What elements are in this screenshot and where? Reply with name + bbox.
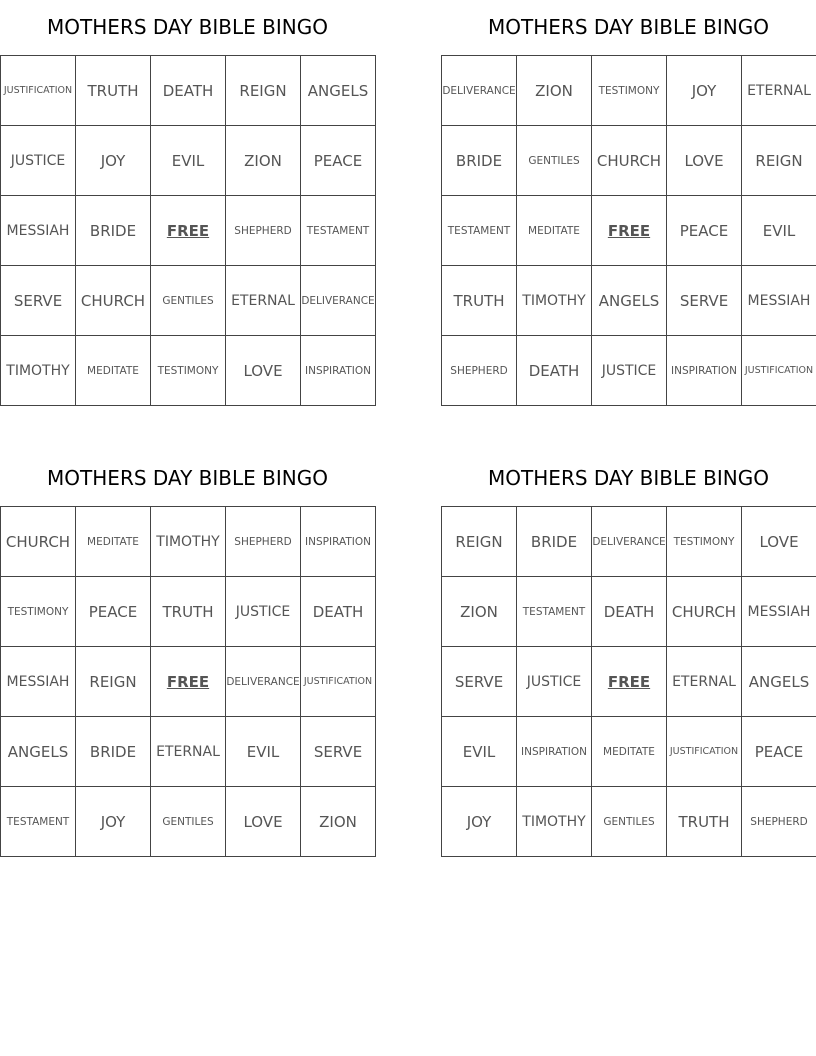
bingo-cell: INSPIRATION	[301, 507, 376, 577]
bingo-cell: TIMOTHY	[151, 507, 226, 577]
bingo-cell: MESSIAH	[1, 647, 76, 717]
free-space: FREE	[151, 196, 226, 266]
bingo-cell: EVIL	[442, 717, 517, 787]
bingo-cell: TRUTH	[151, 577, 226, 647]
bingo-cell: SERVE	[301, 717, 376, 787]
bingo-row	[442, 507, 816, 577]
bingo-cell: DEATH	[517, 336, 592, 406]
bingo-cell: SHEPHERD	[226, 196, 301, 266]
bingo-cell: JOY	[76, 126, 151, 196]
bingo-cell: GENTILES	[151, 787, 226, 857]
free-space: FREE	[592, 196, 667, 266]
card-title: MOTHERS DAY BIBLE BINGO	[488, 466, 769, 490]
bingo-cell: JOY	[667, 56, 742, 126]
bingo-row	[442, 717, 816, 787]
bingo-cell: REIGN	[742, 126, 816, 196]
bingo-cell: ZION	[301, 787, 376, 857]
bingo-cell: INSPIRATION	[517, 717, 592, 787]
bingo-cell: MEDITATE	[76, 507, 151, 577]
bingo-row	[1, 647, 376, 717]
bingo-cell: DEATH	[301, 577, 376, 647]
bingo-cell: SHEPHERD	[742, 787, 816, 857]
bingo-cell: CHURCH	[1, 507, 76, 577]
bingo-row	[442, 126, 816, 196]
bingo-cell: JUSTICE	[1, 126, 76, 196]
bingo-cell: TRUTH	[442, 266, 517, 336]
bingo-cell: ANGELS	[301, 56, 376, 126]
bingo-cell: CHURCH	[592, 126, 667, 196]
bingo-row	[1, 787, 376, 857]
bingo-row	[1, 266, 376, 336]
bingo-cell: MESSIAH	[742, 577, 816, 647]
bingo-cell: DEATH	[151, 56, 226, 126]
bingo-cell: JOY	[442, 787, 517, 857]
bingo-cell: PEACE	[76, 577, 151, 647]
bingo-row	[1, 717, 376, 787]
bingo-cell: REIGN	[226, 56, 301, 126]
bingo-cell: TIMOTHY	[1, 336, 76, 406]
bingo-cell: LOVE	[742, 507, 816, 577]
bingo-cell: TESTAMENT	[1, 787, 76, 857]
bingo-row	[442, 577, 816, 647]
bingo-cell: TESTAMENT	[301, 196, 376, 266]
bingo-row	[1, 126, 376, 196]
bingo-cell: DELIVERANCE	[592, 507, 667, 577]
bingo-cell: ETERNAL	[742, 56, 816, 126]
bingo-cell: INSPIRATION	[667, 336, 742, 406]
bingo-cell: ETERNAL	[151, 717, 226, 787]
bingo-cell: MESSIAH	[742, 266, 816, 336]
bingo-cell: SHEPHERD	[226, 507, 301, 577]
bingo-cell: CHURCH	[667, 577, 742, 647]
bingo-cell: ANGELS	[742, 647, 816, 717]
bingo-cell: EVIL	[742, 196, 816, 266]
bingo-cell: BRIDE	[76, 196, 151, 266]
bingo-cell: INSPIRATION	[301, 336, 376, 406]
bingo-cell: DELIVERANCE	[442, 56, 517, 126]
bingo-row	[1, 196, 376, 266]
bingo-row	[1, 336, 376, 406]
bingo-cell: GENTILES	[592, 787, 667, 857]
bingo-cell: TESTIMONY	[667, 507, 742, 577]
free-space: FREE	[592, 647, 667, 717]
bingo-cell: JUSTICE	[592, 336, 667, 406]
bingo-grid	[0, 506, 376, 857]
bingo-cell: TESTIMONY	[151, 336, 226, 406]
bingo-cell: DEATH	[592, 577, 667, 647]
bingo-cell: PEACE	[742, 717, 816, 787]
card-title: MOTHERS DAY BIBLE BINGO	[488, 15, 769, 39]
bingo-cell: PEACE	[301, 126, 376, 196]
bingo-cell: ZION	[517, 56, 592, 126]
bingo-row	[1, 56, 376, 126]
bingo-cell: BRIDE	[517, 507, 592, 577]
card-title: MOTHERS DAY BIBLE BINGO	[47, 466, 328, 490]
bingo-cell: MEDITATE	[76, 336, 151, 406]
bingo-cell: JUSTICE	[226, 577, 301, 647]
bingo-cell: MEDITATE	[592, 717, 667, 787]
bingo-cell: ANGELS	[592, 266, 667, 336]
bingo-cell: ETERNAL	[226, 266, 301, 336]
bingo-row	[442, 266, 816, 336]
bingo-cell: LOVE	[226, 787, 301, 857]
bingo-cell: EVIL	[226, 717, 301, 787]
bingo-row	[442, 336, 816, 406]
bingo-cell: TIMOTHY	[517, 787, 592, 857]
bingo-cell: MESSIAH	[1, 196, 76, 266]
bingo-cell: BRIDE	[442, 126, 517, 196]
bingo-cell: REIGN	[442, 507, 517, 577]
bingo-row	[442, 56, 816, 126]
bingo-row	[1, 507, 376, 577]
bingo-cell: PEACE	[667, 196, 742, 266]
bingo-cell: REIGN	[76, 647, 151, 717]
bingo-cell: JUSTIFICATION	[301, 647, 376, 717]
bingo-cell: SERVE	[667, 266, 742, 336]
bingo-cell: GENTILES	[517, 126, 592, 196]
bingo-cell: ANGELS	[1, 717, 76, 787]
bingo-cell: JUSTICE	[517, 647, 592, 717]
bingo-cell: TIMOTHY	[517, 266, 592, 336]
bingo-cell: JUSTIFICATION	[667, 717, 742, 787]
bingo-grid	[441, 55, 816, 406]
bingo-cell: DELIVERANCE	[301, 266, 376, 336]
bingo-cell: TESTIMONY	[592, 56, 667, 126]
bingo-cell: ZION	[442, 577, 517, 647]
bingo-cell: CHURCH	[76, 266, 151, 336]
bingo-row	[442, 196, 816, 266]
bingo-row	[1, 577, 376, 647]
bingo-cell: JUSTIFICATION	[1, 56, 76, 126]
bingo-cell: TESTAMENT	[517, 577, 592, 647]
bingo-cell: TESTAMENT	[442, 196, 517, 266]
bingo-cell: JUSTIFICATION	[742, 336, 816, 406]
bingo-cell: JOY	[76, 787, 151, 857]
bingo-cell: MEDITATE	[517, 196, 592, 266]
bingo-row	[442, 787, 816, 857]
bingo-cell: TESTIMONY	[1, 577, 76, 647]
bingo-cell: TRUTH	[667, 787, 742, 857]
bingo-grid	[0, 55, 376, 406]
bingo-cell: BRIDE	[76, 717, 151, 787]
bingo-cell: SERVE	[1, 266, 76, 336]
bingo-cell: LOVE	[226, 336, 301, 406]
free-space: FREE	[151, 647, 226, 717]
bingo-cell: TRUTH	[76, 56, 151, 126]
bingo-grid	[441, 506, 816, 857]
bingo-cell: GENTILES	[151, 266, 226, 336]
bingo-cell: EVIL	[151, 126, 226, 196]
bingo-cell: SERVE	[442, 647, 517, 717]
bingo-cell: SHEPHERD	[442, 336, 517, 406]
bingo-cell: LOVE	[667, 126, 742, 196]
bingo-cell: ZION	[226, 126, 301, 196]
bingo-cell: DELIVERANCE	[226, 647, 301, 717]
bingo-row	[442, 647, 816, 717]
card-title: MOTHERS DAY BIBLE BINGO	[47, 15, 328, 39]
bingo-cell: ETERNAL	[667, 647, 742, 717]
